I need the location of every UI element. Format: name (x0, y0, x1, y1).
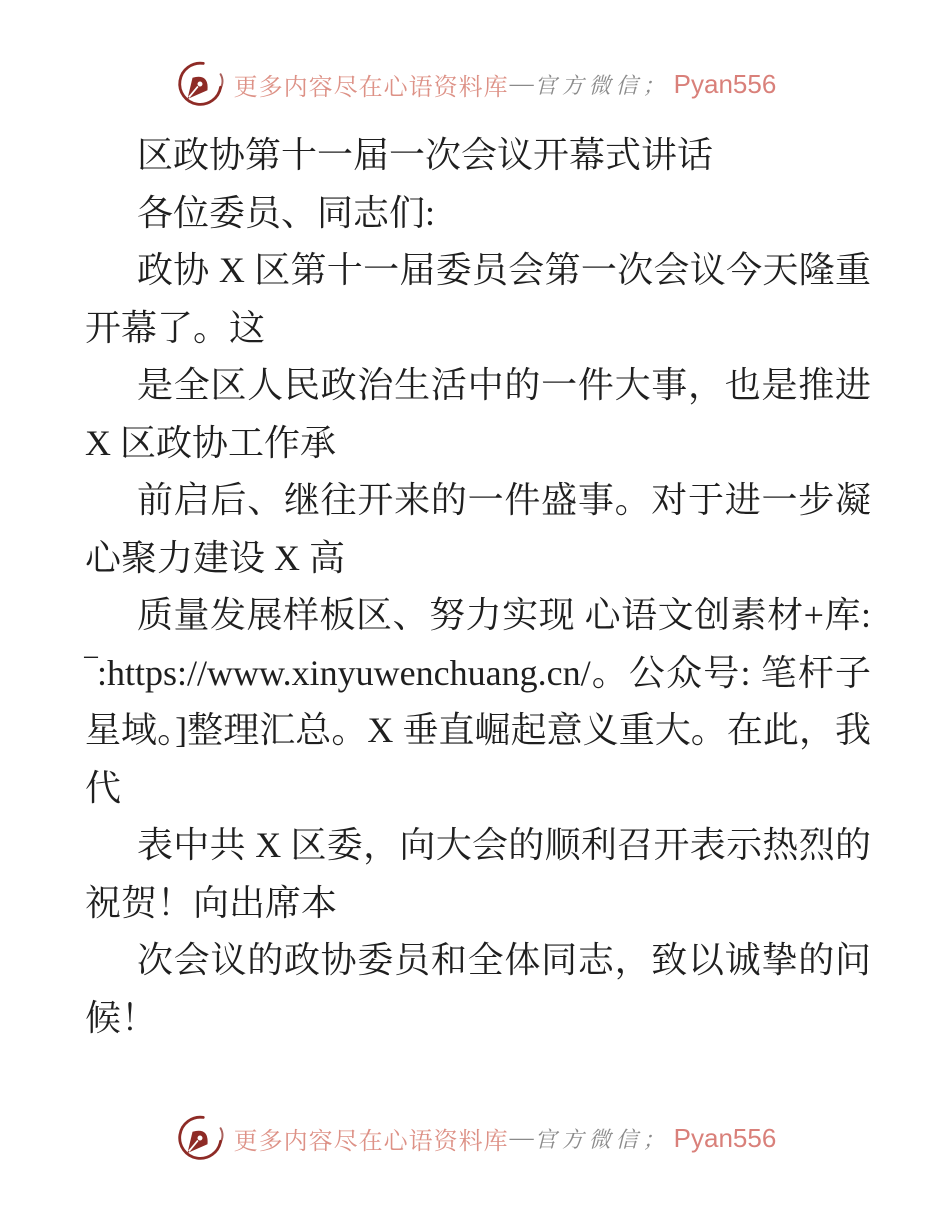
body-paragraph: 是全区人民政治生活中的一件大事，也是推进 X 区政协工作承 (85, 365, 871, 463)
body-paragraph: 前启后、继往开来的一件盛事。对于进一步凝心聚力建设 X 高 (85, 480, 871, 578)
pen-nib-logo-icon (174, 58, 226, 110)
watermark-wechat-label: 官方微信； (534, 72, 670, 98)
watermark-dash: — (509, 1124, 534, 1151)
watermark-dash: — (509, 70, 534, 97)
body-paragraph: 次会议的政协委员和全体同志，致以诚挚的问候！ (85, 940, 871, 1038)
document-body (85, 127, 871, 1047)
footer-watermark (0, 1112, 950, 1164)
header-watermark (0, 58, 950, 110)
document-title: 区政协第十一届一次会议开幕式讲话 (137, 135, 714, 175)
body-paragraph: 表中共 X 区委，向大会的顺利召开表示热烈的祝贺！向出席本 (85, 825, 871, 923)
body-paragraph: 质量发展样板区、努力实现 心语文创素材+库: ‾:https://www.xinyuwenchuang.cn/。公众号: 笔杆子星域。]整理汇总。X 垂直崛起意义重大。在此，我代 (85, 595, 871, 808)
watermark-site-text: 更多内容尽在心语资料库 (233, 1128, 509, 1155)
salutation-line: 各位委员、同志们: (137, 192, 436, 233)
body-paragraph: 政协 X 区第十一届委员会第一次会议今天隆重开幕了。这 (85, 250, 871, 348)
watermark-wechat-id: Pyan556 (673, 68, 777, 99)
watermark-site-text: 更多内容尽在心语资料库 (233, 74, 509, 101)
watermark-wechat-label: 官方微信； (534, 1126, 670, 1152)
watermark-wechat-id: Pyan556 (673, 1122, 777, 1153)
pen-nib-logo-icon (174, 1112, 226, 1164)
